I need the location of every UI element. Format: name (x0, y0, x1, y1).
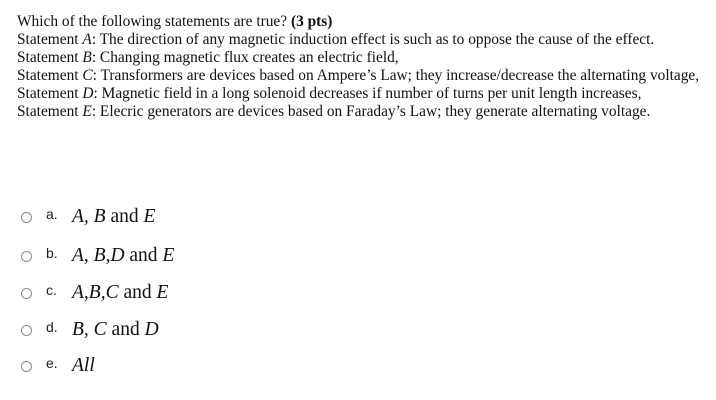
option-label-part: B, C (72, 319, 107, 340)
option-letter: b. (46, 245, 58, 261)
option-label-part: A, B,D (72, 245, 125, 266)
option-label-part: All (72, 355, 95, 376)
option-label-part: A,B,C (72, 282, 119, 303)
option-label-part: D (144, 319, 159, 340)
statement-label: Statement (17, 31, 83, 48)
option-label-part: A, B (72, 206, 106, 227)
radio-button[interactable] (21, 361, 32, 372)
option-label-part: E (162, 245, 175, 266)
radio-button[interactable] (21, 325, 32, 336)
option-label-part: and (118, 282, 157, 303)
radio-button[interactable] (21, 251, 32, 262)
radio-button[interactable] (21, 212, 32, 223)
option-label-part: E (156, 282, 169, 303)
statement-letter: C (82, 67, 93, 84)
statement-body: : Transformers are devices based on Ampere’s Law; they increase/decrease the alternating voltage, (92, 67, 700, 84)
option-label (72, 355, 95, 377)
answer-option[interactable] (14, 279, 168, 307)
question-intro: Which of the following statements are true? (17, 13, 291, 30)
statement-letter: E (82, 103, 92, 120)
option-label-part: and (106, 319, 145, 340)
statement-label: Statement (17, 85, 83, 102)
option-letter: e. (46, 355, 58, 371)
statement-letter: A (82, 31, 92, 48)
option-label-part: E (143, 206, 156, 227)
radio-button[interactable] (21, 288, 32, 299)
answer-option[interactable] (14, 203, 155, 231)
option-label (72, 206, 155, 228)
statement-letter: B (82, 49, 92, 66)
option-label-part: and (105, 206, 144, 227)
statement-label: Statement (17, 103, 83, 120)
statement-label: Statement (17, 67, 83, 84)
question-points: (3 pts) (290, 13, 333, 30)
statement-body: : Elecric generators are devices based on Faraday’s Law; they generate alternating voltage. (91, 103, 651, 120)
option-label (72, 282, 168, 304)
statement-body: : The direction of any magnetic induction effect is such as to oppose the cause of the effect. (91, 31, 655, 48)
option-letter: a. (46, 206, 58, 222)
answer-option[interactable] (14, 242, 174, 270)
statement-letter: D (82, 85, 94, 102)
option-label (72, 319, 159, 341)
option-letter: d. (46, 319, 58, 335)
statement-label: Statement (17, 49, 83, 66)
statement-body: : Changing magnetic flux creates an electric field, (91, 49, 399, 66)
option-letter: c. (46, 282, 57, 298)
answer-option[interactable] (14, 352, 95, 380)
option-label (72, 245, 174, 267)
statement-body: : Magnetic field in a long solenoid decreases if number of turns per unit length increases, (93, 85, 642, 102)
option-label-part: and (124, 245, 163, 266)
answer-option[interactable] (14, 316, 159, 344)
